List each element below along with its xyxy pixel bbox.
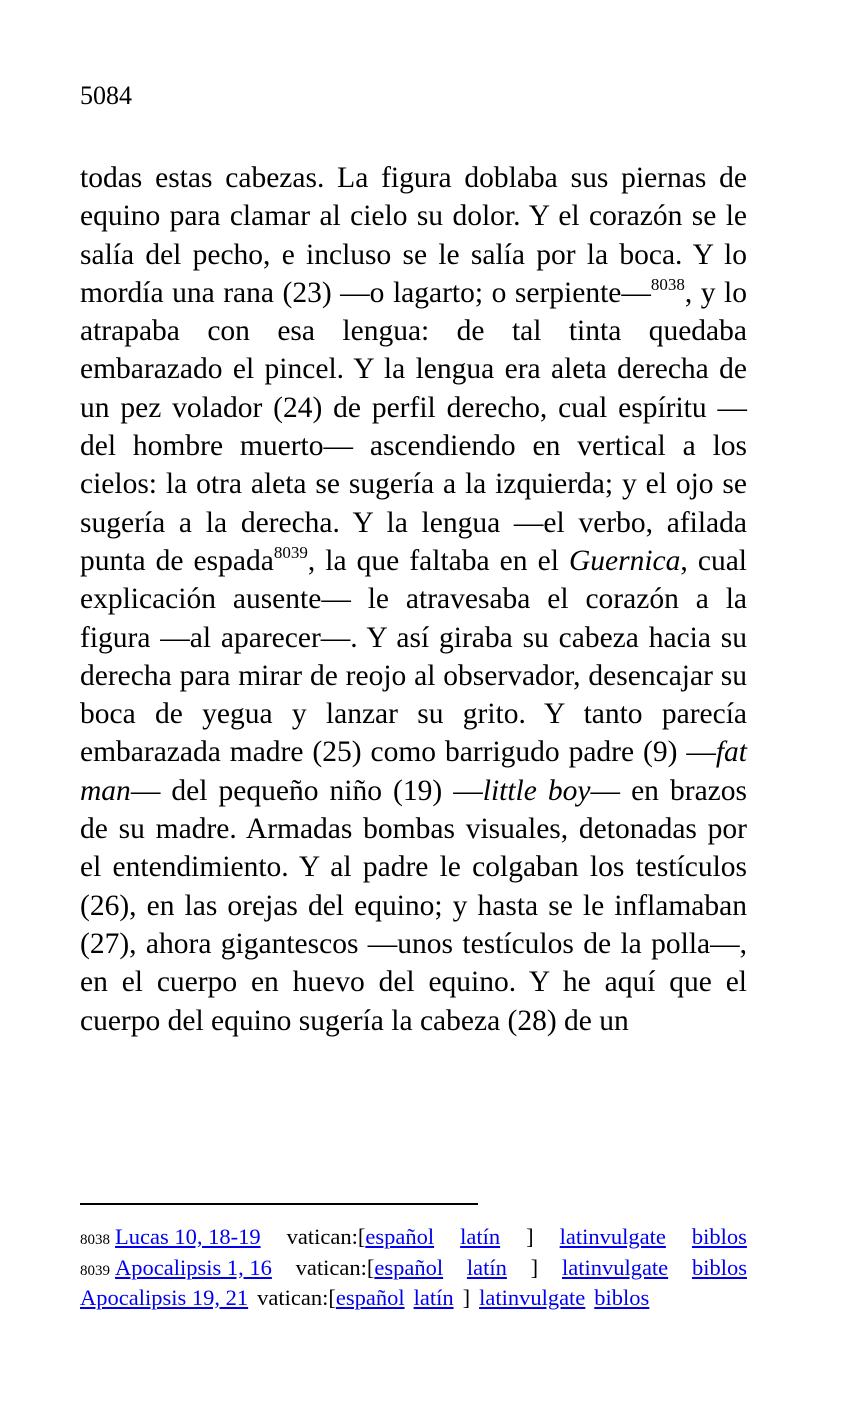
- body-text: [80, 159, 747, 1040]
- italic-little-boy: little boy: [482, 774, 591, 807]
- espanol-link[interactable]: español: [335, 1285, 405, 1310]
- espanol-link[interactable]: español: [365, 1224, 435, 1249]
- vatican-label: vatican:[: [295, 1254, 375, 1280]
- latinvulgate-link[interactable]: latinvulgate: [479, 1285, 586, 1310]
- text-segment: , y lo atrapaba con esa lengua: de tal tinta quedaba embarazado el pincel. Y la lengua era aleta derecha de un pez volador (24) de perfil derecho, cual espíritu —del hombre muerto— ascendiendo en vertical a los cielos: la otra aleta se sugería a la izquierda; y el ojo se sugería a la derecha. Y la lengua —el verbo, afilada punta de espada: [80, 276, 747, 577]
- footnote-ref-8038[interactable]: 8038: [650, 274, 685, 294]
- close-bracket: ]: [462, 1285, 471, 1310]
- footnote-8039: 8039 Apocalipsis 1, 16 vatican:[ español latín ] latinvulgate biblos: [80, 1253, 747, 1284]
- italic-fat-man: fat man: [80, 736, 747, 807]
- text-segment: , cual explicación ausente— le atravesaba el corazón a la figura —al aparecer—. Y así giraba su cabeza hacia su derecha para mirar de reojo al observador, desencajar su boca de yegua y lanzar su grito. Y tanto parecía embarazada madre (25) como barrigudo padre (9) —: [80, 544, 747, 769]
- footnote-ref-link[interactable]: Apocalipsis 19, 21: [80, 1285, 249, 1310]
- main-paragraph: [80, 159, 747, 1040]
- footnote-8038: 8038 Lucas 10, 18-19 vatican:[ español latín ] latinvulgate biblos: [80, 1222, 747, 1253]
- footnote-divider: [80, 1203, 478, 1205]
- page-number: 5084: [80, 81, 132, 110]
- footnote-ref-8039[interactable]: 8039: [273, 542, 308, 562]
- text-segment: , la que faltaba en el: [307, 544, 569, 577]
- latin-link[interactable]: latín: [413, 1285, 454, 1310]
- text-segment: todas estas cabezas. La figura doblaba sus piernas de equino para clamar al cielo su dolor. Y el corazón se le salía del pecho, e incluso se le salía por la boca. Y lo mordía una rana (23) —o lagarto; o serpiente—: [80, 162, 747, 309]
- footnotes: [80, 1222, 747, 1314]
- espanol-link[interactable]: español: [374, 1254, 444, 1280]
- latin-link[interactable]: latín: [460, 1224, 501, 1249]
- latin-link[interactable]: latín: [466, 1254, 507, 1280]
- biblos-link[interactable]: biblos: [691, 1254, 747, 1280]
- latinvulgate-link[interactable]: latinvulgate: [559, 1224, 666, 1249]
- biblos-link[interactable]: biblos: [594, 1285, 650, 1310]
- text-segment: — del pequeño niño (19) —: [130, 774, 483, 807]
- close-bracket: ]: [526, 1224, 534, 1249]
- footnote-ref-link[interactable]: Apocalipsis 1, 16: [115, 1254, 272, 1280]
- italic-guernica: Guernica: [568, 544, 681, 577]
- footnote-8039-continued: [80, 1283, 747, 1314]
- vatican-label: vatican:[: [286, 1224, 366, 1249]
- vatican-label: vatican:[: [257, 1285, 336, 1310]
- footnote-ref-link[interactable]: Lucas 10, 18-19: [115, 1224, 261, 1249]
- latinvulgate-link[interactable]: latinvulgate: [561, 1254, 669, 1280]
- biblos-link[interactable]: biblos: [691, 1224, 747, 1249]
- text-segment: — en brazos de su madre. Armadas bombas visuales, detonadas por el entendimiento. Y al padre le colgaban los testículos (26), en las orejas del equino; y hasta se le inflamaban (27), ahora gigantescos —unos testículos de la polla—, en el cuerpo en huevo del equino. Y he aquí que el cuerpo del equino sugería la cabeza (28) de un: [80, 774, 747, 1037]
- close-bracket: ]: [530, 1254, 539, 1280]
